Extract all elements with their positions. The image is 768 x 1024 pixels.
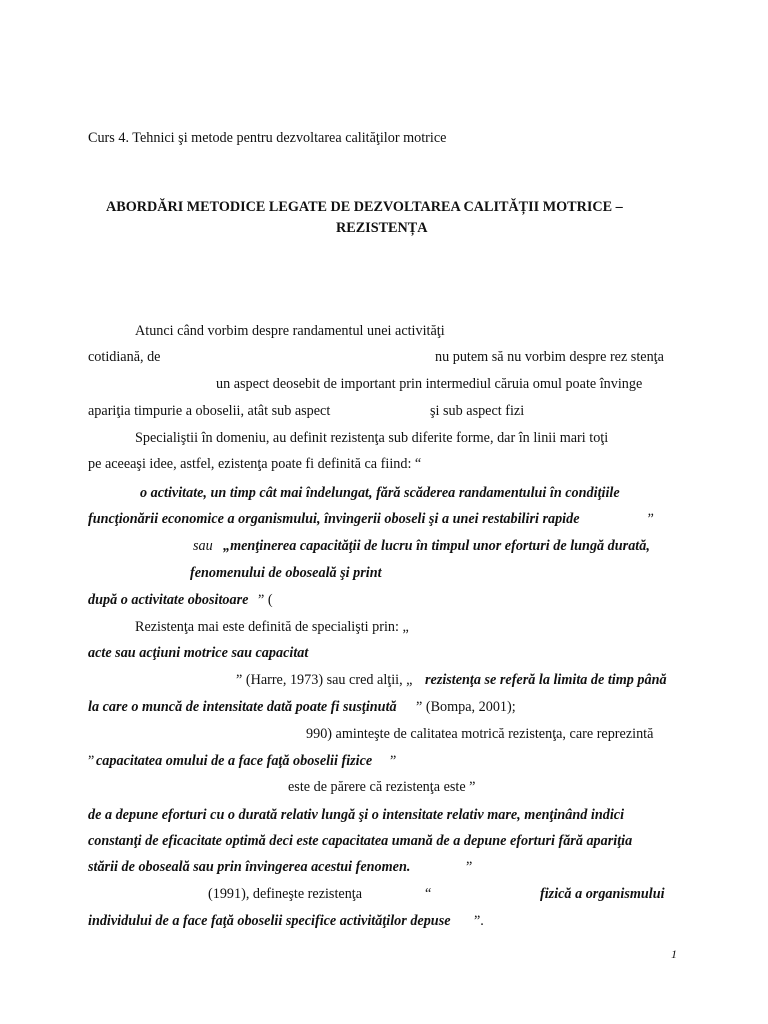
body-line-emphasis: „menţinerea capacităţii de lucru în timpul unor eforturi de lungă durată, [223, 538, 650, 554]
body-line: ” ( [258, 592, 273, 608]
body-line-emphasis: stării de oboseală sau prin învingerea acestui fenomen. [88, 859, 411, 875]
body-line-emphasis: individului de a face faţă oboselii specifice activităţilor depuse [88, 913, 451, 929]
body-line: Rezistenţa mai este definită de specialişti prin: „ [135, 619, 409, 635]
body-line-emphasis: de a depune eforturi cu o durată relativ lungă şi o intensitate relativ mare, menţinând indici [88, 807, 625, 823]
body-line-emphasis: constanţi de eficacitate optimă deci este capacitatea umană de a depune eforturi fără apariţia [88, 833, 633, 849]
body-line: apariţia timpurie a oboselii, atât sub aspect [88, 403, 331, 419]
opening-quote: ” [88, 753, 95, 769]
body-line: ”. [474, 913, 484, 929]
body-line: pe aceeaşi idee, astfel, ezistenţa poate fi definită ca fiind: “ [88, 456, 422, 472]
document-title-line-2: REZISTENȚA [336, 220, 428, 236]
body-line: cotidiană, de [88, 349, 161, 365]
body-line: un aspect deosebit de important prin intermediul căruia omul poate învinge [216, 376, 643, 392]
body-line-emphasis: acte sau acţiuni motrice sau capacitat [88, 645, 309, 661]
body-line-emphasis: capacitatea omului de a face faţă oboselii fizice [96, 753, 373, 769]
body-line-emphasis: după o activitate obositoare [88, 592, 249, 608]
closing-quote: ” [646, 511, 654, 527]
body-line-emphasis: o activitate, un timp cât mai îndelungat, fără scăderea randamentului în condiţiile [140, 485, 620, 501]
body-line: şi sub aspect fizi [430, 403, 525, 419]
document-title-line-1: ABORDĂRI METODICE LEGATE DE DEZVOLTAREA CALITĂȚII MOTRICE – [106, 199, 623, 215]
body-line-emphasis: rezistenţa se referă la limita de timp până [425, 672, 667, 688]
body-line: ” (Bompa, 2001); [416, 699, 516, 715]
closing-quote: ” [466, 859, 473, 875]
body-line: nu putem să nu vorbim despre rez stenţa [435, 349, 664, 365]
body-line: 990) aminteşte de calitatea motrică rezistenţa, care reprezintă [306, 726, 654, 742]
course-heading: Curs 4. Tehnici şi metode pentru dezvoltarea calităţilor motrice [88, 130, 447, 146]
body-line: este de părere că rezistenţa este ” [288, 779, 476, 795]
body-line: ” (Harre, 1973) sau cred alţii, „ [236, 672, 413, 688]
body-line: sau [193, 538, 213, 554]
body-line-emphasis: fizică a organismului [540, 886, 665, 902]
body-line: Atunci când vorbim despre randamentul unei activităţi [135, 323, 445, 339]
page-number: 1 [671, 947, 677, 961]
body-line-emphasis: la care o muncă de intensitate dată poate fi susţinută [88, 699, 397, 715]
body-line: (1991), defineşte rezistenţa [208, 886, 363, 902]
opening-quote: “ [425, 886, 432, 902]
body-line-emphasis: fenomenului de oboseală şi print [190, 565, 382, 581]
closing-quote: ” [390, 753, 397, 769]
body-line: Specialiştii în domeniu, au definit rezistenţa sub diferite forme, dar în linii mari toţi [135, 430, 609, 446]
body-line-emphasis: funcţionării economice a organismului, învingerii oboseli şi a unei restabiliri rapide [88, 511, 580, 527]
